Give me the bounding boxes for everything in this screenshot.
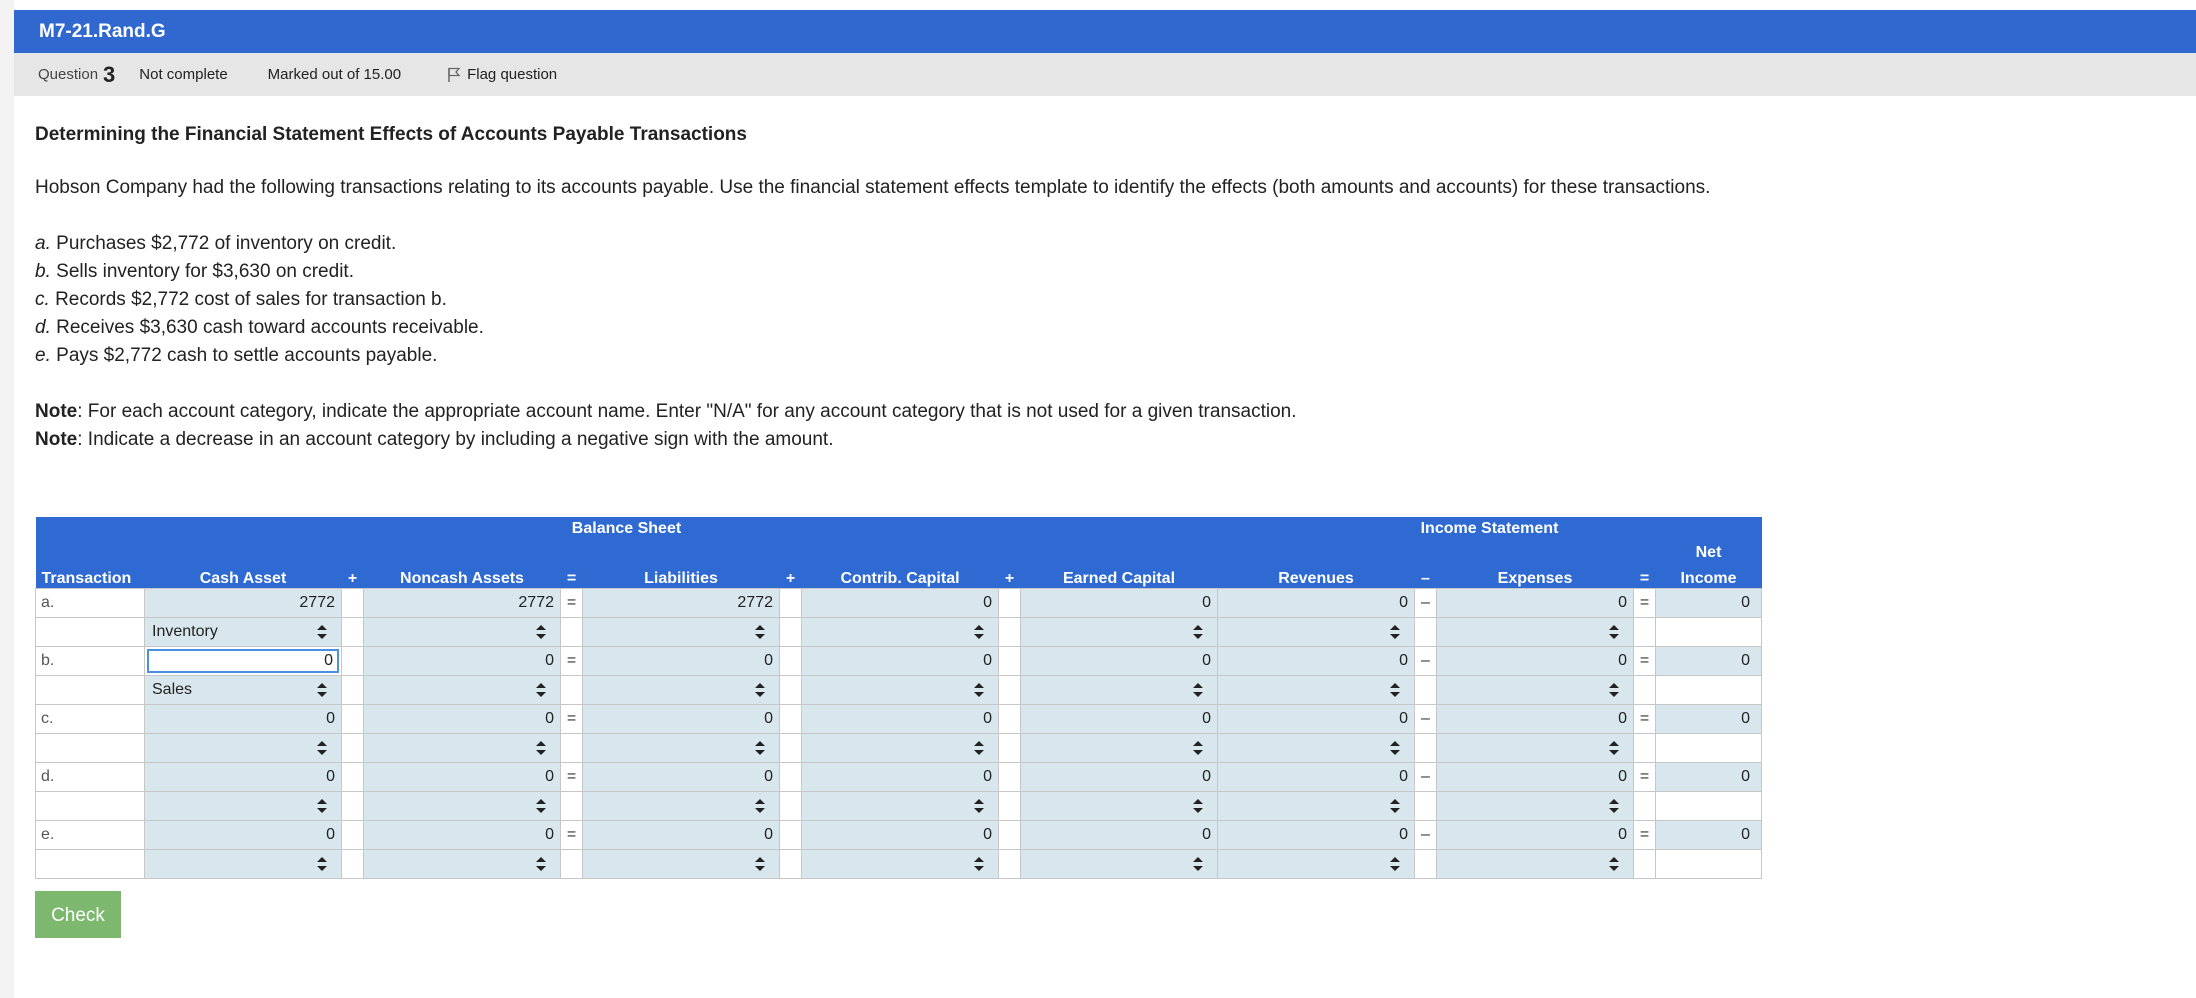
noncash-assets-amount[interactable]: 0 xyxy=(364,704,561,733)
col-liabilities: Liabilities xyxy=(583,564,780,588)
flag-icon xyxy=(447,67,461,83)
col-op-plus: + xyxy=(342,564,364,588)
expenses-account-select[interactable] xyxy=(1437,617,1634,646)
cash-asset-input-field[interactable]: 0 xyxy=(147,649,339,673)
select-arrows-icon xyxy=(317,857,327,871)
select-arrows-icon xyxy=(1609,625,1619,639)
select-arrows-icon xyxy=(1193,625,1203,639)
select-arrows-icon xyxy=(974,625,984,639)
transaction-label: d. xyxy=(36,762,145,791)
col-contrib-capital: Contrib. Capital xyxy=(802,564,999,588)
table-row xyxy=(36,646,1762,675)
col-op-equals: = xyxy=(1634,564,1656,588)
net-income-header-top: Net xyxy=(1656,540,1762,564)
equals-sign: = xyxy=(1634,820,1656,849)
table-row-accounts xyxy=(36,849,1762,878)
question-label: Question xyxy=(38,66,99,83)
earned-capital-account-select[interactable] xyxy=(1021,617,1218,646)
col-transaction: Transaction xyxy=(36,564,145,588)
liabilities-account-select[interactable] xyxy=(583,791,780,820)
equals-sign: = xyxy=(561,646,583,675)
question-info-bar xyxy=(14,53,2196,96)
col-revenues: Revenues xyxy=(1218,564,1415,588)
equals-sign: = xyxy=(1634,762,1656,791)
select-arrows-icon xyxy=(1390,857,1400,871)
cash-asset-account-select[interactable]: Sales xyxy=(145,675,342,704)
contrib-capital-amount[interactable]: 0 xyxy=(802,588,999,617)
liabilities-amount[interactable]: 0 xyxy=(583,820,780,849)
noncash-assets-account-select[interactable] xyxy=(364,733,561,762)
revenues-amount[interactable]: 0 xyxy=(1218,820,1415,849)
select-arrows-icon xyxy=(1390,799,1400,813)
noncash-assets-amount[interactable]: 0 xyxy=(364,820,561,849)
notes xyxy=(35,398,2185,454)
earned-capital-account-select[interactable] xyxy=(1021,849,1218,878)
select-arrows-icon xyxy=(974,683,984,697)
table-row-accounts xyxy=(36,791,1762,820)
flag-question-label: Flag question xyxy=(467,66,558,83)
select-arrows-icon xyxy=(1193,683,1203,697)
select-arrows-icon xyxy=(1193,799,1203,813)
liabilities-amount[interactable]: 0 xyxy=(583,646,780,675)
contrib-capital-amount[interactable]: 0 xyxy=(802,762,999,791)
liabilities-account-select[interactable] xyxy=(583,733,780,762)
cash-asset-account-select[interactable] xyxy=(145,733,342,762)
revenues-account-select[interactable] xyxy=(1218,733,1415,762)
select-arrows-icon xyxy=(974,799,984,813)
quiz-title-bar xyxy=(14,10,2196,53)
earned-capital-amount[interactable]: 0 xyxy=(1021,762,1218,791)
cash-asset-amount[interactable]: 0 xyxy=(145,704,342,733)
quiz-title: M7-21.Rand.G xyxy=(39,21,166,42)
select-arrows-icon xyxy=(755,741,765,755)
net-income-amount: 0 xyxy=(1656,762,1762,791)
noncash-assets-account-select[interactable] xyxy=(364,849,561,878)
contrib-capital-account-select[interactable] xyxy=(802,675,999,704)
expenses-amount[interactable]: 0 xyxy=(1437,646,1634,675)
select-arrows-icon xyxy=(1390,625,1400,639)
note: Note: Indicate a decrease in an account category by including a negative sign with the amount. xyxy=(35,429,834,450)
table-row xyxy=(36,588,1762,617)
select-arrows-icon xyxy=(317,683,327,697)
question-state: Not complete xyxy=(139,66,228,83)
col-op-plus: + xyxy=(999,564,1021,588)
contrib-capital-amount[interactable]: 0 xyxy=(802,704,999,733)
earned-capital-account-select[interactable] xyxy=(1021,733,1218,762)
earned-capital-amount[interactable]: 0 xyxy=(1021,820,1218,849)
select-arrows-icon xyxy=(317,625,327,639)
table-row xyxy=(36,704,1762,733)
expenses-account-select[interactable] xyxy=(1437,791,1634,820)
question-content xyxy=(35,110,2185,454)
balance-sheet-header: Balance Sheet xyxy=(36,517,1218,540)
select-arrows-icon xyxy=(536,625,546,639)
col-cash-asset: Cash Asset xyxy=(145,564,342,588)
select-arrows-icon xyxy=(755,625,765,639)
table-row xyxy=(36,820,1762,849)
noncash-assets-account-select[interactable] xyxy=(364,791,561,820)
revenues-account-select[interactable] xyxy=(1218,849,1415,878)
liabilities-amount[interactable]: 2772 xyxy=(583,588,780,617)
select-arrows-icon xyxy=(1609,683,1619,697)
col-op-plus: + xyxy=(780,564,802,588)
list-item: b. Sells inventory for $3,630 on credit. xyxy=(35,261,354,282)
expenses-account-select[interactable] xyxy=(1437,733,1634,762)
left-margin-strip xyxy=(0,0,14,998)
expenses-amount[interactable]: 0 xyxy=(1437,588,1634,617)
liabilities-account-select[interactable] xyxy=(583,617,780,646)
flag-question-button[interactable] xyxy=(447,53,557,96)
revenues-account-select[interactable] xyxy=(1218,791,1415,820)
col-op-minus: – xyxy=(1415,564,1437,588)
expenses-account-select[interactable] xyxy=(1437,849,1634,878)
minus-sign: – xyxy=(1415,762,1437,791)
noncash-assets-amount[interactable]: 0 xyxy=(364,646,561,675)
select-arrows-icon xyxy=(536,741,546,755)
select-arrows-icon xyxy=(1390,683,1400,697)
cash-asset-amount[interactable]: 0 xyxy=(145,820,342,849)
liabilities-amount[interactable]: 0 xyxy=(583,704,780,733)
select-arrows-icon xyxy=(317,799,327,813)
col-noncash-assets: Noncash Assets xyxy=(364,564,561,588)
select-arrows-icon xyxy=(974,857,984,871)
contrib-capital-account-select[interactable] xyxy=(802,849,999,878)
net-income-amount: 0 xyxy=(1656,588,1762,617)
expenses-amount[interactable]: 0 xyxy=(1437,820,1634,849)
minus-sign: – xyxy=(1415,588,1437,617)
revenues-amount[interactable]: 0 xyxy=(1218,762,1415,791)
liabilities-account-select[interactable] xyxy=(583,849,780,878)
contrib-capital-account-select[interactable] xyxy=(802,617,999,646)
transaction-label: b. xyxy=(36,646,145,675)
check-button[interactable]: Check xyxy=(35,891,121,938)
select-arrows-icon xyxy=(1390,741,1400,755)
question-intro: Hobson Company had the following transactions relating to its accounts payable. Use the financial statement effects template to identify the effects (both amounts and accounts) for these transactions. xyxy=(35,177,1711,198)
select-arrows-icon xyxy=(1193,857,1203,871)
noncash-assets-account-select[interactable] xyxy=(364,675,561,704)
transaction-label: a. xyxy=(36,588,145,617)
equals-sign: = xyxy=(1634,588,1656,617)
financial-statement-effects-table xyxy=(35,517,1762,879)
expenses-account-select[interactable] xyxy=(1437,675,1634,704)
equals-sign: = xyxy=(561,820,583,849)
noncash-assets-amount[interactable]: 2772 xyxy=(364,588,561,617)
question-number: 3 xyxy=(103,62,116,87)
revenues-amount[interactable]: 0 xyxy=(1218,704,1415,733)
select-arrows-icon xyxy=(536,683,546,697)
transaction-list xyxy=(35,230,2185,370)
list-item: e. Pays $2,772 cash to settle accounts payable. xyxy=(35,345,438,366)
net-income-amount: 0 xyxy=(1656,820,1762,849)
col-expenses: Expenses xyxy=(1437,564,1634,588)
question-heading: Determining the Financial Statement Effects of Accounts Payable Transactions xyxy=(35,124,747,145)
revenues-account-select[interactable] xyxy=(1218,617,1415,646)
minus-sign: – xyxy=(1415,820,1437,849)
revenues-amount[interactable]: 0 xyxy=(1218,588,1415,617)
cash-asset-account-select[interactable] xyxy=(145,791,342,820)
net-income-amount: 0 xyxy=(1656,646,1762,675)
transaction-label: e. xyxy=(36,820,145,849)
question-marks: Marked out of 15.00 xyxy=(267,66,402,83)
liabilities-account-select[interactable] xyxy=(583,675,780,704)
col-op-equals: = xyxy=(561,564,583,588)
earned-capital-amount[interactable]: 0 xyxy=(1021,646,1218,675)
earned-capital-amount[interactable]: 0 xyxy=(1021,704,1218,733)
liabilities-amount[interactable]: 0 xyxy=(583,762,780,791)
equals-sign: = xyxy=(561,588,583,617)
contrib-capital-amount[interactable]: 0 xyxy=(802,646,999,675)
equals-sign: = xyxy=(1634,704,1656,733)
list-item: a. Purchases $2,772 of inventory on credit. xyxy=(35,233,397,254)
revenues-account-select[interactable] xyxy=(1218,675,1415,704)
select-arrows-icon xyxy=(536,799,546,813)
table-row xyxy=(36,762,1762,791)
cash-asset-account-select[interactable]: Inventory xyxy=(145,617,342,646)
net-income-amount: 0 xyxy=(1656,704,1762,733)
earned-capital-account-select[interactable] xyxy=(1021,791,1218,820)
select-arrows-icon xyxy=(755,799,765,813)
select-arrows-icon xyxy=(1193,741,1203,755)
select-arrows-icon xyxy=(1609,741,1619,755)
revenues-amount[interactable]: 0 xyxy=(1218,646,1415,675)
equals-sign: = xyxy=(561,704,583,733)
income-statement-header: Income Statement xyxy=(1218,517,1762,540)
minus-sign: – xyxy=(1415,704,1437,733)
noncash-assets-amount[interactable]: 0 xyxy=(364,762,561,791)
select-arrows-icon xyxy=(755,683,765,697)
table-row-accounts xyxy=(36,675,1762,704)
table-row-accounts xyxy=(36,733,1762,762)
cash-asset-amount[interactable]: 0 xyxy=(145,762,342,791)
earned-capital-account-select[interactable] xyxy=(1021,675,1218,704)
note: Note: For each account category, indicate the appropriate account name. Enter "N/A" for any account category that is not used for a given transaction. xyxy=(35,401,1297,422)
contrib-capital-account-select[interactable] xyxy=(802,791,999,820)
select-arrows-icon xyxy=(974,741,984,755)
cash-asset-account-select[interactable] xyxy=(145,849,342,878)
select-arrows-icon xyxy=(317,741,327,755)
list-item: d. Receives $3,630 cash toward accounts receivable. xyxy=(35,317,484,338)
minus-sign: – xyxy=(1415,646,1437,675)
cash-asset-amount[interactable]: 2772 xyxy=(145,588,342,617)
equals-sign: = xyxy=(561,762,583,791)
select-arrows-icon xyxy=(1609,857,1619,871)
contrib-capital-amount[interactable]: 0 xyxy=(802,820,999,849)
select-arrows-icon xyxy=(755,857,765,871)
earned-capital-amount[interactable]: 0 xyxy=(1021,588,1218,617)
select-arrows-icon xyxy=(1609,799,1619,813)
select-arrows-icon xyxy=(536,857,546,871)
noncash-assets-account-select[interactable] xyxy=(364,617,561,646)
expenses-amount[interactable]: 0 xyxy=(1437,704,1634,733)
cash-asset-input[interactable] xyxy=(145,646,342,675)
table-row-accounts xyxy=(36,617,1762,646)
contrib-capital-account-select[interactable] xyxy=(802,733,999,762)
expenses-amount[interactable]: 0 xyxy=(1437,762,1634,791)
col-net-income: Income xyxy=(1656,564,1762,588)
equals-sign: = xyxy=(1634,646,1656,675)
transaction-label: c. xyxy=(36,704,145,733)
col-earned-capital: Earned Capital xyxy=(1021,564,1218,588)
list-item: c. Records $2,772 cost of sales for transaction b. xyxy=(35,289,447,310)
